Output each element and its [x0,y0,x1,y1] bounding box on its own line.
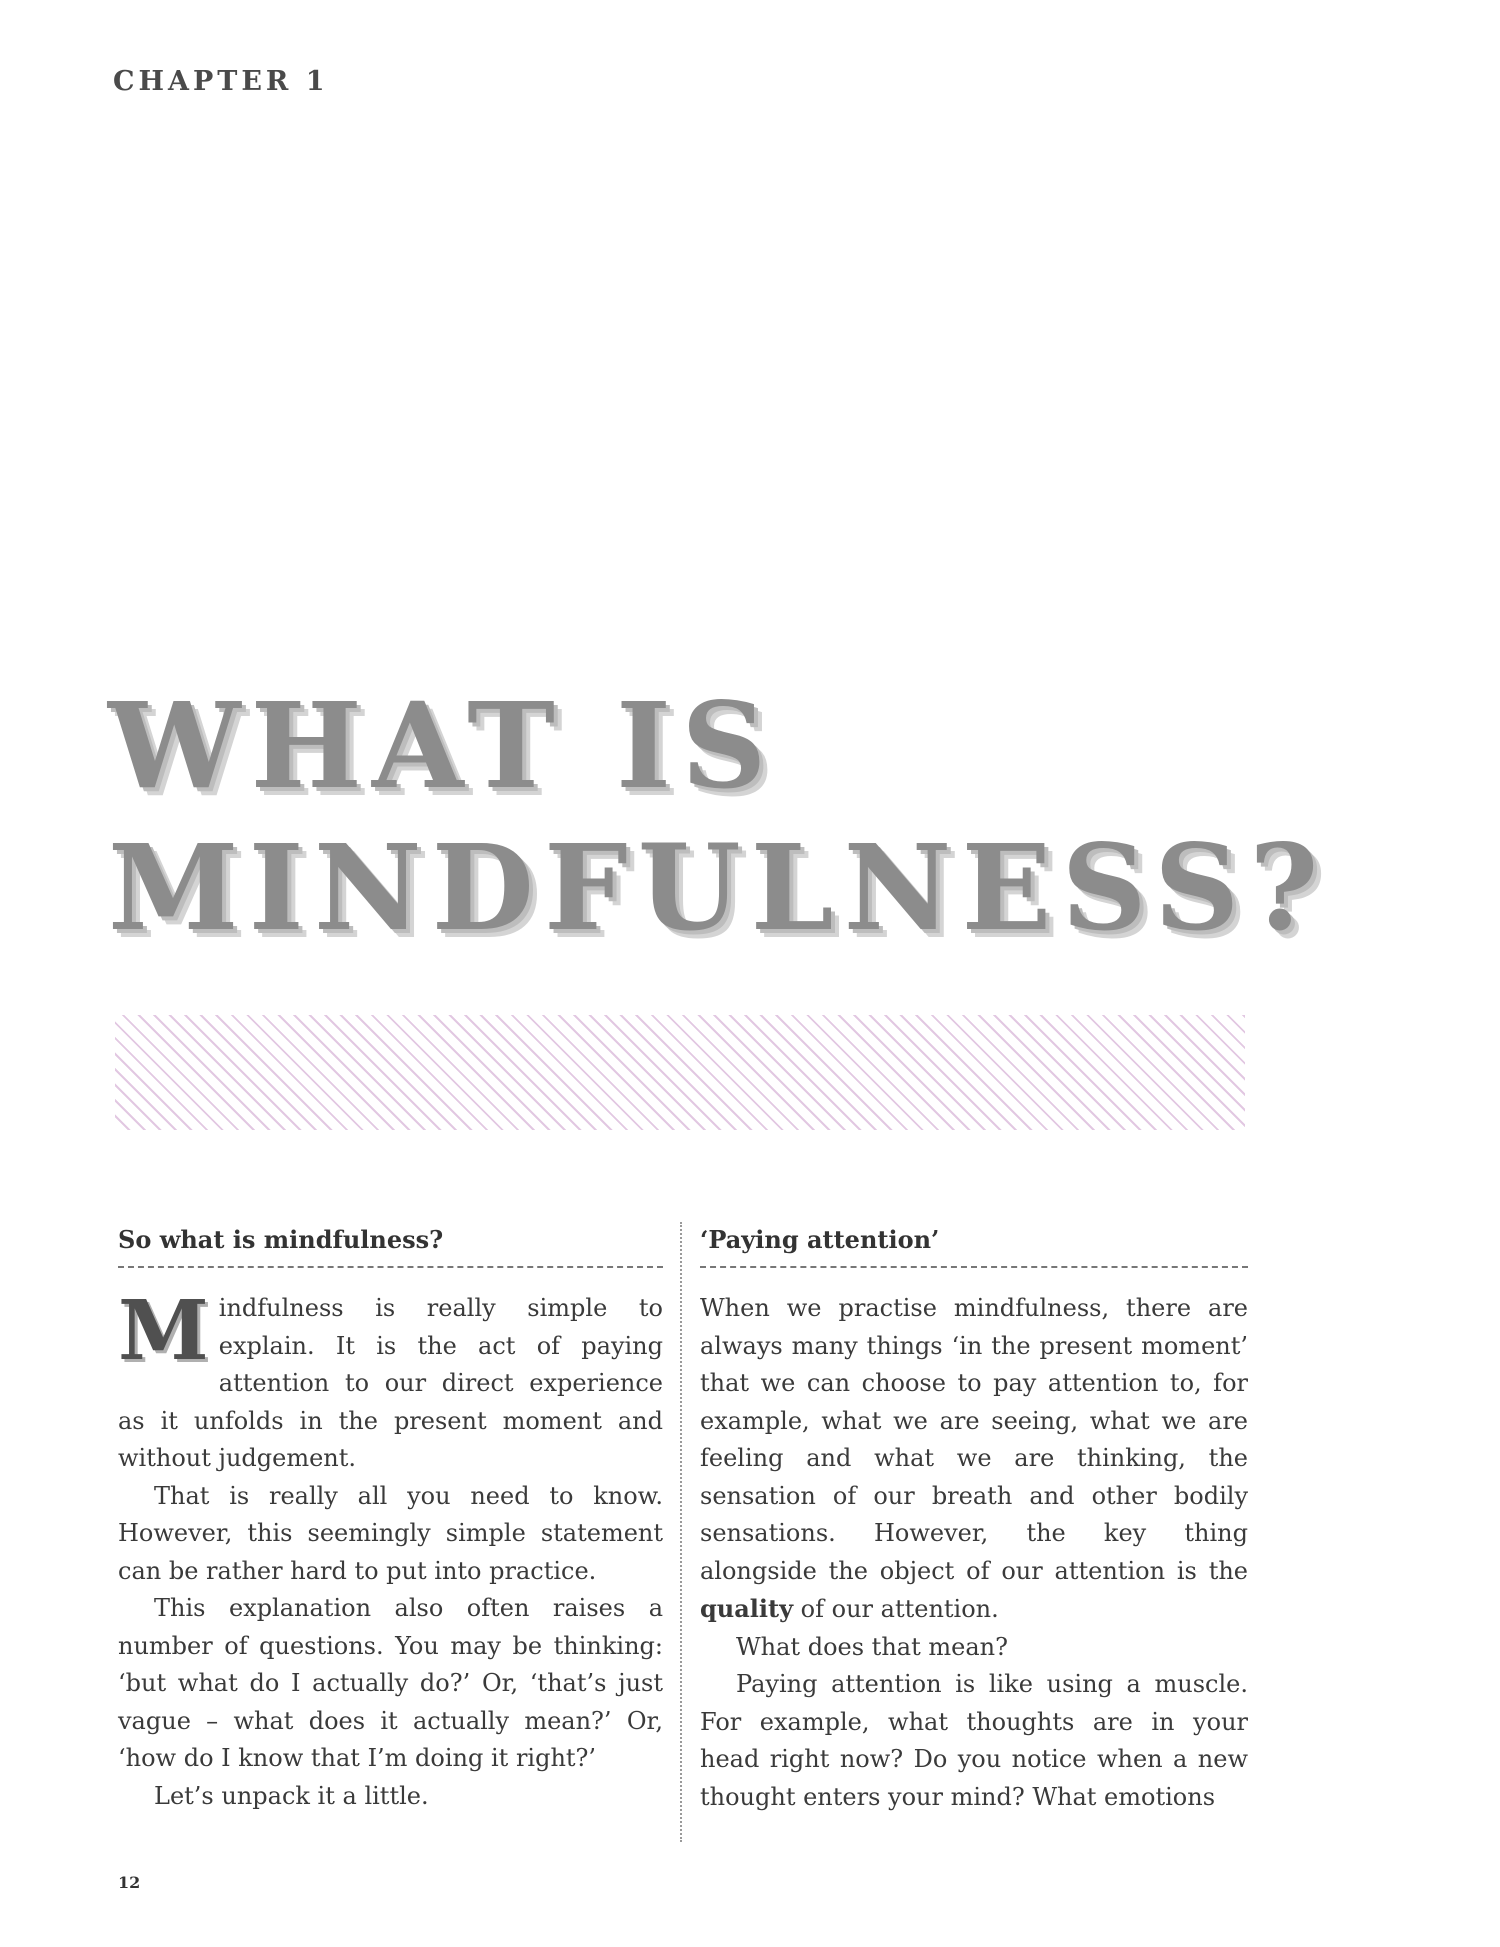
chapter-label: CHAPTER 1 [113,66,329,97]
paragraph-text: When we practise mindfulness, there are always many things ‘in the present moment’ that we can choose to pay attention to, for example, what we are seeing, what we are feeling and what we are thinking, the sensation of our breath and other bodily sensations. However, the key thing alongside the object of our attention is the [700,1294,1248,1585]
paragraph: Paying attention is like using a muscle. For example, what thoughts are in your head right now? Do you notice when a new thought enters your mind? What emotions [700,1670,1248,1811]
right-column [700,1225,1248,1816]
title-line-1: WHAT IS [108,676,777,815]
paragraph-intro [118,1283,663,1478]
page-title [108,675,1358,959]
paragraph: Let’s unpack it a little. [154,1781,429,1810]
decorative-hatch-band [115,1015,1245,1130]
paragraph: This explanation also often raises a number of questions. You may be thinking: ‘but what do I actually do?’ Or, ‘that’s just vague – what does it actually mean?’ Or, ‘how do I know that I’m doing it right?’ [118,1594,663,1772]
paragraph: What does that mean? [736,1632,1008,1661]
drop-cap: M [118,1283,209,1379]
page-number: 12 [118,1873,141,1892]
title-line-2: MINDFULNESS? [108,818,1329,957]
paragraph-text: of our attention. [793,1595,999,1623]
column-divider [680,1222,682,1842]
left-column [118,1225,663,1815]
section-heading-right: ‘Paying attention’ [700,1225,1248,1268]
paragraph: That is really all you need to know. However, this seemingly simple statement can be rather hard to put into practice. [118,1481,663,1585]
paragraph-intro-text: indfulness is really simple to explain. It is the act of paying attention to our direct experience as it unfolds in the present moment and without judgement. [118,1294,663,1472]
emphasis-quality: quality [700,1594,794,1623]
paragraph [700,1290,1248,1629]
section-heading-left: So what is mindfulness? [118,1225,663,1268]
